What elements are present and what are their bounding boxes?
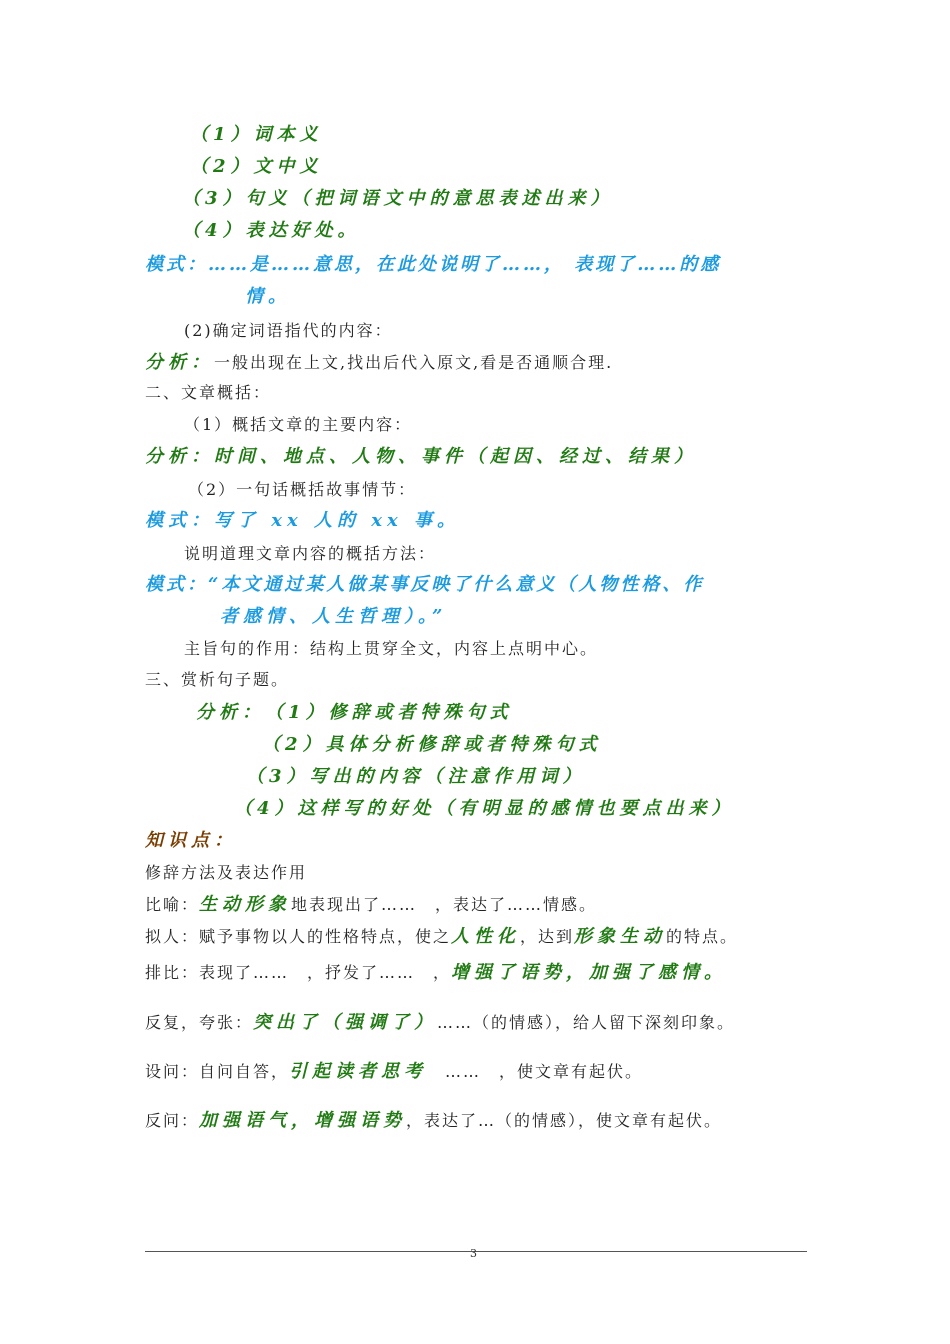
pattern-3-text: “本文通过某人做某事反映了什么意义（人物性格、作 — [208, 574, 705, 595]
metaphor-emphasis: 生动形象 — [199, 894, 292, 915]
section-3-title: 三、赏析句子题。 — [145, 670, 290, 689]
analysis-3-item-2: （2）具体分析修辞或者特殊句式 — [262, 734, 602, 755]
analysis-3-item-1: （1）修辞或者特殊句式 — [265, 702, 513, 723]
step-3: （3）句义（把词语文中的意思表述出来） — [182, 188, 614, 209]
section-2-title: 二、文章概括： — [145, 383, 272, 402]
step-2: （2）文中义 — [190, 156, 323, 177]
pattern-2-label: 模式： — [145, 510, 214, 531]
pattern-2-text: 写了 xx 人的 xx 事。 — [214, 510, 460, 531]
rhetorical-q-label: 反问： — [145, 1111, 200, 1130]
one-sentence-summary: （2）一句话概括故事情节： — [188, 480, 417, 499]
step-4: （4）表达好处。 — [182, 220, 361, 241]
parallelism-emphasis: 增强了语势，加强了感情。 — [451, 962, 728, 983]
personification-emphasis-1: 人性化 — [451, 926, 521, 947]
pattern-1-line-2: 情。 — [245, 286, 291, 307]
rhetorical-q-emphasis: 加强语气，增强语势 — [199, 1110, 407, 1131]
pattern-1-text: ……是……意思，在此处说明了……， 表现了……的感 — [208, 254, 722, 275]
rhetoric-metaphor — [145, 890, 597, 916]
personification-rest: 的特点。 — [666, 927, 739, 946]
summary-main: （1）概括文章的主要内容： — [184, 415, 413, 434]
personification-label: 拟人：赋予事物以人的性格特点，使之 — [145, 927, 452, 946]
analysis-1 — [145, 348, 613, 374]
rhetoric-title: 修辞方法及表达作用 — [145, 863, 308, 882]
analysis-2 — [145, 442, 697, 468]
analysis-3-item-3: （3）写出的内容（注意作用词） — [246, 766, 586, 787]
hypophora-rest: …… ，使文章有起伏。 — [427, 1062, 644, 1081]
parallelism-label: 排比：表现了…… ，抒发了…… ， — [145, 963, 452, 982]
pattern-3-label: 模式： — [145, 574, 208, 595]
personification-mid: ，达到 — [520, 927, 575, 946]
analysis-2-label: 分析： — [145, 446, 214, 467]
pattern-3-line-1 — [145, 570, 704, 596]
analysis-3-item-4: （4）这样写的好处（有明显的感情也要点出来） — [234, 798, 735, 819]
hypophora-label: 设问：自问自答， — [145, 1062, 290, 1081]
analysis-3-line-1 — [196, 698, 513, 724]
repetition-label: 反复，夸张： — [145, 1013, 254, 1032]
theme-sentence: 主旨句的作用：结构上贯穿全文，内容上点明中心。 — [184, 639, 599, 658]
personification-emphasis-2: 形象生动 — [574, 926, 667, 947]
metaphor-label: 比喻： — [145, 895, 200, 914]
page-number: 3 — [470, 1247, 477, 1260]
repetition-rest: ……（的情感），给人留下深刻印象。 — [437, 1013, 736, 1032]
analysis-3-label: 分析： — [196, 702, 265, 723]
pattern-3-line-2: 者感情、人生哲理）。” — [220, 606, 448, 627]
hypophora-emphasis: 引起读者思考 — [289, 1061, 428, 1082]
pattern-1-label: 模式： — [145, 254, 208, 275]
rhetoric-personification — [145, 922, 738, 948]
repetition-emphasis: 突出了（强调了） — [253, 1012, 438, 1033]
analysis-2-text: 时间、地点、人物、事件（起因、经过、结果） — [214, 446, 697, 467]
rhetoric-repetition — [145, 1008, 735, 1034]
rhetoric-rhetorical-question — [145, 1106, 722, 1132]
analysis-1-label: 分析： — [145, 352, 214, 373]
explain-method: 说明道理文章内容的概括方法： — [184, 544, 437, 563]
knowledge-label: 知识点： — [145, 830, 237, 851]
analysis-1-text: 一般出现在上文,找出后代入原文,看是否通顺合理. — [214, 353, 614, 372]
rhetoric-parallelism — [145, 958, 727, 984]
pattern-1-line-1 — [145, 250, 721, 276]
pattern-2 — [145, 506, 460, 532]
step-1: （1）词本义 — [190, 124, 323, 145]
determine-reference: (2)确定词语指代的内容： — [184, 321, 393, 340]
rhetorical-q-rest: ，表达了…（的情感），使文章有起伏。 — [406, 1111, 723, 1130]
metaphor-rest: 地表现出了…… ，表达了……情感。 — [291, 895, 598, 914]
rhetoric-hypophora — [145, 1057, 643, 1083]
